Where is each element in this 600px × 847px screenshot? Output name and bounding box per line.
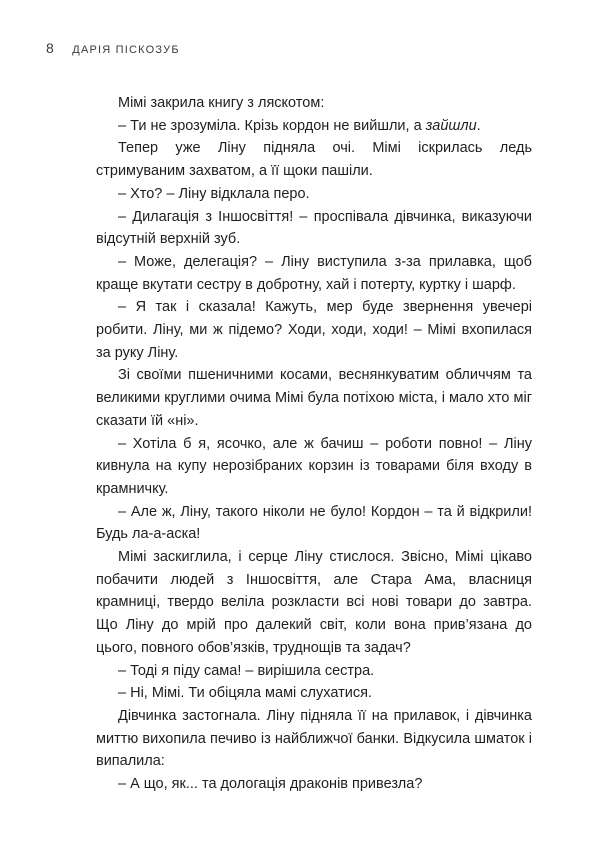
paragraph: – Я так і сказала! Кажуть, мер буде звернення увечері робити. Ліну, ми ж підемо? Ходи, ходи, ходи! – Мімі вхопилася за руку Ліну. xyxy=(96,299,532,361)
paragraph: Тепер уже Ліну підняла очі. Мімі іскрилась ледь стримуваним захватом, а її щоки пашіли. xyxy=(96,140,532,180)
paragraph: – Ти не зрозуміла. Крізь кордон не вийшли, а зайшли. xyxy=(118,117,481,134)
body-text xyxy=(96,92,532,796)
paragraph: Мімі закрила книгу з ляскотом: xyxy=(118,95,325,111)
paragraph: Зі своїми пшеничними косами, веснянкуватим обличчям та великими круглими очима Мімі була потіхою міста, і мало хто міг сказати їй «ні». xyxy=(96,367,532,429)
running-head xyxy=(46,40,180,56)
paragraph: – Дилагація з Іншосвіття! – проспівала дівчинка, виказуючи відсутній верхній зуб. xyxy=(96,208,532,248)
paragraph: – Тоді я піду сама! – вирішила сестра. xyxy=(118,662,375,679)
page-number: 8 xyxy=(46,40,55,56)
paragraph: Дівчинка застогнала. Ліну підняла її на прилавок, і дівчинка миттю вихопила печиво із найближчої банки. Відкусила шматок і випалила: xyxy=(96,707,532,770)
paragraph: – Ні, Мімі. Ти обіцяла мамі слухатися. xyxy=(118,685,372,702)
italic-emphasis: зайшли xyxy=(425,117,477,134)
paragraph: – А що, як... та дологація драконів привезла? xyxy=(118,776,423,793)
paragraph: – Але ж, Ліну, такого ніколи не було! Кордон – та й відкрили! Будь ла-а-аска! xyxy=(96,503,532,543)
paragraph: – Хто? – Ліну відклала перо. xyxy=(118,185,310,202)
paragraph: – Хотіла б я, ясочко, але ж бачиш – роботи повно! – Ліну кивнула на купу нерозібраних корзин із товарами біля входу в крамничку. xyxy=(96,435,532,497)
paragraph: Мімі заскиглила, і серце Ліну стислося. Звісно, Мімі цікаво побачити людей з Іншосвіття, але Стара Ама, власниця крамниці, твердо веліла розкласти всі нові товари до завтра. Що Ліну до мрій про далекий світ, коли вона прив’язана до цього, повного обов’язків, труднощів та задач? xyxy=(96,549,532,656)
running-head-author: ДАРІЯ ПІСКОЗУБ xyxy=(72,44,180,56)
paragraph: – Може, делегація? – Ліну виступила з-за прилавка, щоб краще вкутати сестру в добротну, хай і потерту, куртку і шарф. xyxy=(96,253,532,293)
